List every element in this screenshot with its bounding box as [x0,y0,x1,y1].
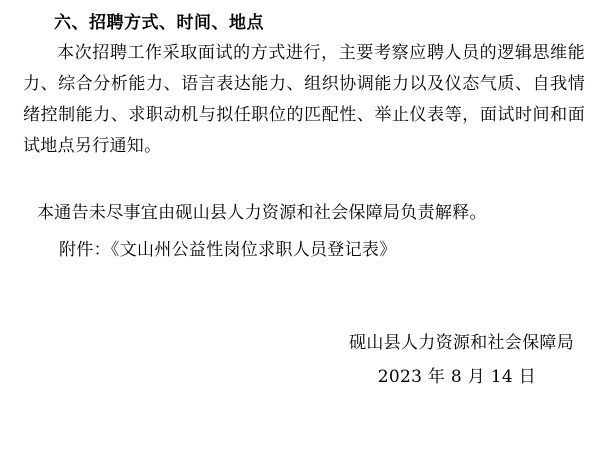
paragraph-spacer [18,162,590,198]
signature-block [18,326,590,394]
signature-date: 2023 年 8 月 14 日 [377,367,536,387]
signer-name: 砚山县人力资源和社会保障局 [349,333,574,353]
document-page [0,8,608,451]
section-heading: 六、招聘方式、时间、地点 [54,13,264,33]
body-paragraph: 本次招聘工作采取面试的方式进行，主要考察应聘人员的逻辑思维能力、综合分析能力、语言表达能力、组织协调能力以及仪态气质、自我情绪控制能力、求职动机与拟任职位的匹配性、举止仪表等，面试时间和面试地点另行通知。 [23,43,585,156]
interpretation-notice: 本通告未尽事宜由砚山县人力资源和社会保障局负责解释。 [37,203,487,223]
attachment-line: 附件：《文山州公益性岗位求职人员登记表》 [59,240,397,260]
